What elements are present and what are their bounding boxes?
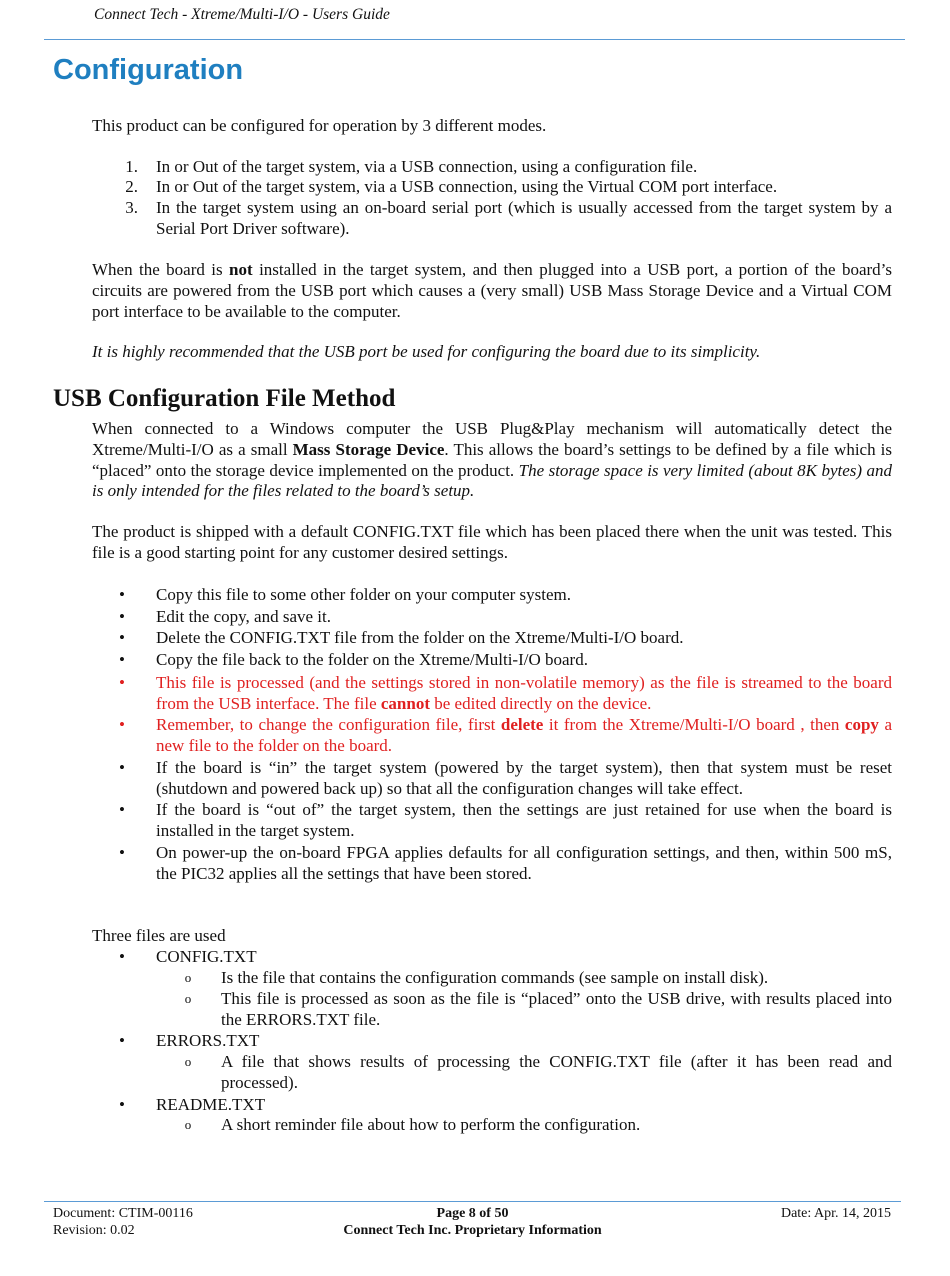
bullet: •: [119, 1095, 125, 1114]
step-item: • Delete the CONFIG.TXT file from the folder on the Xtreme/Multi-I/O board.: [92, 628, 892, 649]
step-item: • If the board is “out of” the target system, then the settings are just retained for use when the board is installed in the target system.: [92, 800, 892, 842]
file-subitem: o A file that shows results of processing the CONFIG.TXT file (after it has been read and processed).: [156, 1052, 892, 1094]
list-number: 3.: [125, 198, 138, 217]
bullet: •: [119, 947, 125, 966]
file-subitem: o This file is processed as soon as the file is “placed” onto the USB drive, with results placed into the ERRORS.TXT file.: [156, 989, 892, 1031]
step-item: • Edit the copy, and save it.: [92, 607, 892, 628]
mode-item-2: [92, 177, 892, 198]
files-intro: Three files are used: [92, 926, 226, 945]
list-number: 1.: [125, 157, 138, 176]
step-item: • On power-up the on-board FPGA applies defaults for all configuration settings, and then, within 500 mS, the PIC32 applies all the settings that have been stored.: [92, 843, 892, 885]
bullet: •: [119, 800, 125, 819]
file-item-readme: • README.TXT: [92, 1095, 892, 1116]
step-item-warning: • Remember, to change the configuration file, first delete it from the Xtreme/Multi-I/O board , then copy a new file to the folder on the board.: [92, 715, 892, 757]
step-item: • Copy this file to some other folder on your computer system.: [92, 585, 892, 606]
file-subitem: o Is the file that contains the configuration commands (see sample on install disk).: [156, 968, 892, 989]
revision-number: Revision: 0.02: [53, 1222, 135, 1238]
bullet: •: [119, 758, 125, 777]
mode-item-3: [92, 198, 892, 240]
usb-method-paragraph: When connected to a Windows computer the USB Plug&Play mechanism will automatically detect the Xtreme/Multi-I/O as a small Mass Storage Device. This allows the board’s settings to be defined by a file which is “placed” onto the storage device implemented on the product. The storage space is very limited (about 8K bytes) and is only intended for the files related to the board’s setup.: [92, 419, 893, 501]
footer-center: [300, 1206, 645, 1239]
section-heading-usb: USB Configuration File Method: [53, 385, 396, 412]
footer-rule: [44, 1201, 901, 1202]
step-item: • If the board is “in” the target system (powered by the target system), then that system must be reset (shutdown and powered back up) so that all the configuration changes will take effect.: [92, 758, 892, 800]
bullet: •: [119, 673, 125, 692]
bullet: •: [119, 650, 125, 669]
recommendation-note: It is highly recommended that the USB port be used for configuring the board due to its simplicity.: [92, 342, 761, 361]
proprietary-notice: Connect Tech Inc. Proprietary Information: [343, 1222, 602, 1238]
bullet: •: [119, 628, 125, 647]
page-number: Page 8 of 50: [436, 1206, 509, 1221]
mode-text: In or Out of the target system, via a USB connection, using the Virtual COM port interface.: [156, 177, 778, 196]
board-power-paragraph: When the board is not installed in the target system, and then plugged into a USB port, a portion of the board’s circuits are powered from the USB port which causes a (very small) USB Mass Storage Device and a Virtual COM port interface to be available to the computer.: [92, 260, 892, 321]
sub-bullet: o: [184, 991, 192, 1006]
bullet: •: [119, 1031, 125, 1050]
list-number: 2.: [125, 177, 138, 196]
running-header: Connect Tech - Xtreme/Multi-I/O - Users Guide: [94, 6, 390, 23]
header-rule: [44, 39, 905, 40]
file-item-errors: • ERRORS.TXT: [92, 1031, 892, 1052]
default-file-paragraph: The product is shipped with a default CONFIG.TXT file which has been placed there when the unit was tested. This file is a good starting point for any customer desired settings.: [92, 522, 892, 562]
mode-text: In or Out of the target system, via a USB connection, using a configuration file.: [156, 157, 698, 176]
bullet: •: [119, 585, 125, 604]
document-number: Document: CTIM-00116: [53, 1206, 193, 1221]
page-title: Configuration: [53, 54, 244, 86]
sub-bullet: o: [184, 970, 192, 985]
file-subitem: o A short reminder file about how to perform the configuration.: [156, 1115, 892, 1136]
step-item-warning: • This file is processed (and the settings stored in non-volatile memory) as the file is streamed to the board from the USB interface. The file cannot be edited directly on the device.: [92, 673, 892, 715]
mode-item-1: [92, 157, 892, 178]
footer-date: Date: Apr. 14, 2015: [780, 1206, 891, 1221]
step-item: • Copy the file back to the folder on the Xtreme/Multi-I/O board.: [92, 650, 892, 671]
intro-paragraph: This product can be configured for operation by 3 different modes.: [92, 116, 547, 135]
sub-bullet: o: [184, 1054, 192, 1069]
file-item-config: • CONFIG.TXT: [92, 947, 892, 968]
bullet: •: [119, 843, 125, 862]
bullet: •: [119, 607, 125, 626]
footer-document-info: [53, 1206, 193, 1239]
bullet: •: [119, 715, 125, 734]
sub-bullet: o: [184, 1117, 192, 1132]
mode-text: In the target system using an on-board serial port (which is usually accessed from the target system by a Serial Port Driver software).: [156, 198, 892, 238]
